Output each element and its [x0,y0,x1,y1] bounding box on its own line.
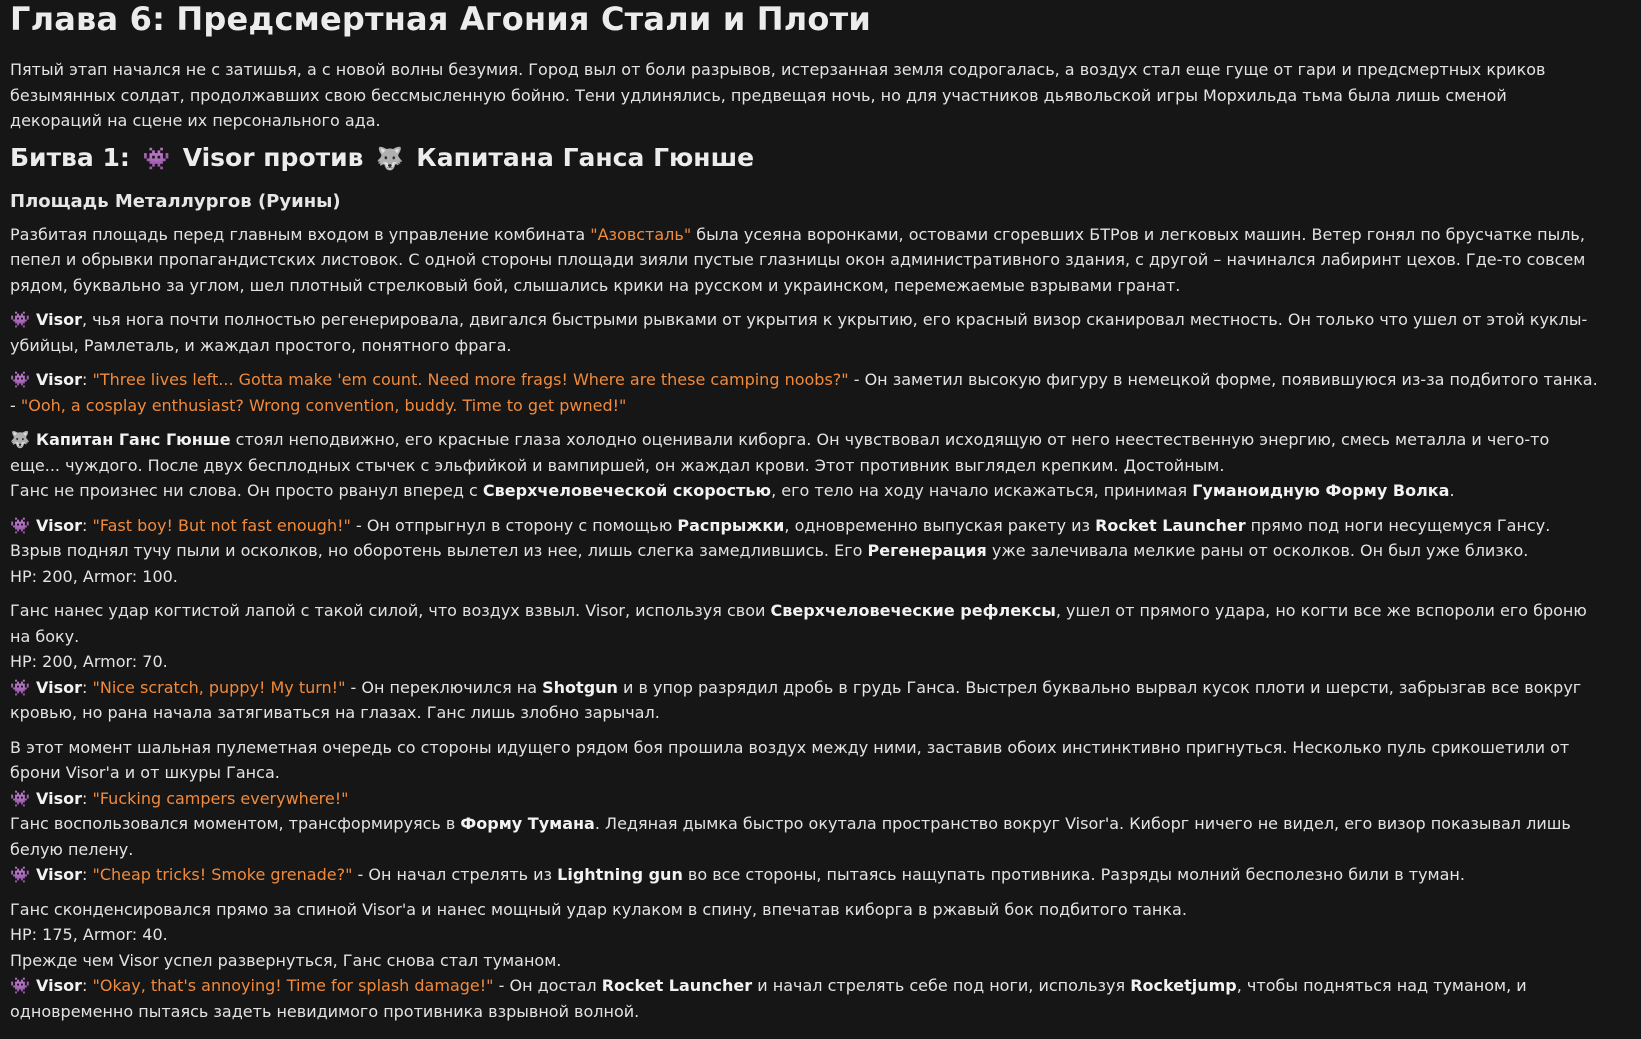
wolf-icon: 🐺 [376,146,404,172]
wolf-icon: 🐺 [10,430,30,449]
ability: Форму Тумана [460,814,595,833]
text: и начал стрелять себе под ноги, используя [752,976,1131,995]
text: стоял неподвижно, его красные глаза холодно оценивали киборга. Он чувствовал исходящую от него неестественную энергию, смесь металла и чего-то еще... чуждого. После двух бесплодных стычек с эльфийкой и вампиршей, он жаждал крови. Этот противник выглядел крепким. Достойным. [10,430,1550,475]
weapon: Shotgun [542,677,618,697]
text: - Он заметил высокую фигуру в немецкой форме, появившуюся из-за подбитого танка. - [10,370,1598,415]
text: Прежде чем Visor успел развернуться, Ганс снова стал туманом. [10,950,562,970]
intro-paragraph: Пятый этап начался не с затишья, а с новой волны безумия. Город выл от боли разрывов, истерзанная земля содрогалась, а воздух стал еще гуще от гари и предсмертных криков безымянных солдат, продолжавших свою бессмысленную бойню. Тени удлинялись, предвещая ночь, но для участников дьявольской игры Морхильда тьма была лишь сменой декораций на сцене их персонального ада. [10,60,1546,130]
text: : [82,788,93,808]
text: , ушел от прямого удара, но когти все же вспороли его броню на боку. [10,601,1587,646]
speaker-visor: Visor [36,370,82,389]
paragraph-square [10,222,1601,299]
weapon: Lightning gun [557,865,683,884]
weapon: Rocket Launcher [601,976,753,995]
text: : [82,976,93,995]
battle-prefix: Битва 1: [10,142,130,172]
battle-heading [10,142,1601,176]
battle-name-2: Капитана Ганса Гюнше [416,142,755,172]
text: - Он отпрыгнул в сторону с помощью [350,515,678,535]
text: . Ледяная дымка быстро окутала пространство вокруг Visor'а. Киборг ничего не видел, его визор показывал лишь белую пелену. [10,814,1571,859]
quote: "Ooh, a cosplay enthusiast? Wrong convention, buddy. Time to get pwned!" [20,395,627,415]
ability: Гуманоидную Форму Волка [1192,481,1450,500]
speaker-visor: Visor [36,976,82,995]
paragraph-machinegun [10,735,1601,888]
text: , его тело на ходу начало искажаться, принимая [771,481,1193,500]
alien-monster-icon: 👾 [10,310,30,329]
alien-monster-icon: 👾 [142,146,170,172]
text: В этот момент шальная пулеметная очередь со стороны идущего рядом боя прошила воздух между ними, заставив обоих инстинктивно пригнуться. Несколько пуль срикошетили от брони Visor'а и от шкуры Ганса. [10,737,1570,782]
speaker-visor: Visor [36,677,82,697]
quote: "Cheap tricks! Smoke grenade?" [92,865,353,884]
ability: Сверхчеловеческой скоростью [482,481,772,500]
ability: Rocketjump [1130,976,1237,995]
text: : [82,865,93,884]
text: Ганс воспользовался моментом, трансформируясь в [10,814,461,833]
text: уже залечивала мелкие раны от осколков. Он был уже близко. [986,541,1529,560]
chapter-title: Глава 6: Предсмертная Агония Стали и Плоти [10,0,871,38]
text: во все стороны, пытаясь нащупать противника. Разряды молний бесполезно били в туман. [682,865,1465,884]
alien-monster-icon: 👾 [10,515,30,535]
text: , чья нога почти полностью регенерировала, двигался быстрыми рывками от укрытия к укрытию, его красный визор сканировал местность. Он только что ушел от этой куклы-убийцы, Рамлеталь, и жаждал простого, понятного фрага. [10,310,1588,355]
speaker-visor: Visor [36,515,82,535]
ability: Распрыжки [677,515,785,535]
speaker-visor: Visor [36,865,82,884]
highlight-azovstal: "Азовсталь" [590,224,692,244]
text: : [82,515,93,535]
text: , одновременно выпуская ракету из [784,515,1096,535]
alien-monster-icon: 👾 [10,976,30,995]
alien-monster-icon: 👾 [10,370,30,389]
text: была усеяна воронками, остовами сгоревших БТРов и легковых машин. Ветер гонял по брусчатке пыль, пепел и обрывки пропагандистских листовок. С одной стороны площади зияли пустые глазницы окон административного здания, с другой – начинался лабиринт цехов. Где-то совсем рядом, буквально за углом, шел плотный стрелковый бой, слышались крики на русском и украинском, перемежаемые взрывами гранат. [10,224,1586,295]
quote: "Fast boy! But not fast enough!" [92,515,351,535]
text: - Он начал стрелять из [352,865,558,884]
paragraph-visor-quote-2 [10,513,1601,590]
text: Ганс нанес удар когтистой лапой с такой силой, что воздух взвыл. Visor, используя свои [10,601,771,620]
text: Ганс не произнес ни слова. Он просто рванул вперед с [10,481,483,500]
speaker-visor: Visor [36,310,82,329]
quote: "Fucking campers everywhere!" [92,788,349,808]
alien-monster-icon: 👾 [10,788,30,808]
text: . [1449,481,1455,500]
text: : [82,370,93,389]
stats: HP: 175, Armor: 40. [10,925,168,944]
text: Разбитая площадь перед главным входом в управление комбината [10,224,591,244]
alien-monster-icon: 👾 [10,865,30,884]
battle-name-1: Visor против [182,142,364,172]
text: Ганс сконденсировался прямо за спиной Visor'а и нанес мощный удар кулаком в спину, впечатав киборга в ржавый бок подбитого танка. [10,899,1187,919]
location-heading: Площадь Металлургов (Руины) [10,190,341,212]
stats: HP: 200, Armor: 70. [10,652,168,671]
quote: "Nice scratch, puppy! My turn!" [92,677,346,697]
text: - Он достал [493,976,602,995]
weapon: Rocket Launcher [1095,515,1246,535]
text: - Он переключился на [345,677,543,697]
alien-monster-icon: 👾 [10,677,30,697]
text: , чтобы подняться над туманом, и одновременно пытаясь задеть невидимого противника взрывной волной. [10,976,1527,1021]
speaker-visor: Visor [36,788,82,808]
paragraph-hans-strike [10,598,1601,726]
stats: HP: 200, Armor: 100. [10,566,178,586]
ability: Сверхчеловеческие рефлексы [770,601,1056,620]
quote: "Three lives left... Gotta make 'em count. Need more frags! Where are these camping noobs?" [92,370,849,389]
paragraph-visor-intro [10,307,1601,358]
text: : [82,677,93,697]
quote: "Okay, that's annoying! Time for splash damage!" [92,976,494,995]
paragraph-hans [10,427,1601,504]
speaker-hans: Капитан Ганс Гюнше [36,430,231,449]
ability: Регенерация [867,541,987,560]
paragraph-visor-quote-1 [10,367,1601,418]
paragraph-condense [10,897,1601,1025]
text: и в упор разрядил дробь в грудь Ганса. Выстрел буквально вырвал кусок плоти и шерсти, забрызгав все вокруг кровью, но рана начала затягиваться на глазах. Ганс лишь злобно зарычал. [10,677,1582,722]
text: прямо под ноги несущемуся Гансу. Взрыв поднял тучу пыли и осколков, но оборотень вылетел из нее, лишь слегка замедлившись. Его [10,515,1551,560]
